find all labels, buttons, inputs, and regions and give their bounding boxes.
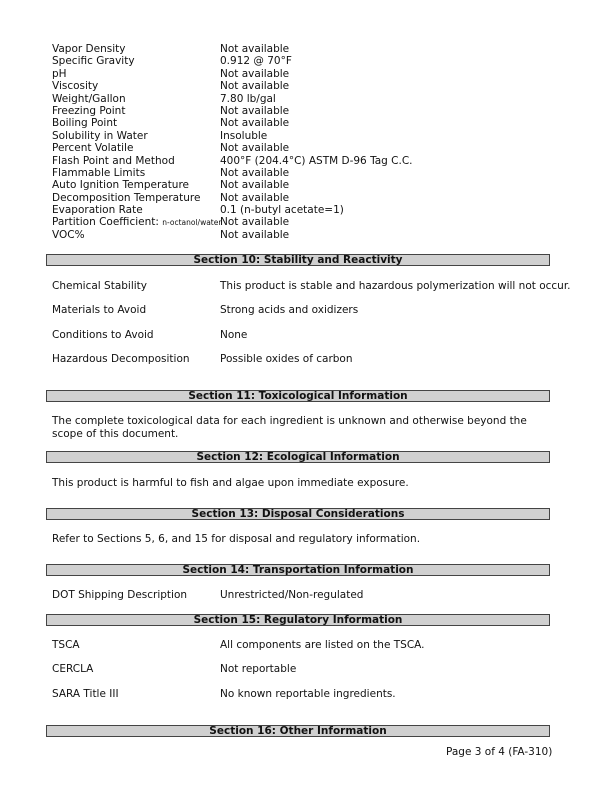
section-14-row (52, 589, 363, 601)
property-label: Flammable Limits (52, 166, 146, 179)
section-14-header: Section 14: Transportation Information (46, 564, 550, 576)
property-row (52, 229, 413, 241)
row-label: DOT Shipping Description (52, 589, 188, 601)
property-row (52, 93, 413, 105)
property-label: Viscosity (52, 80, 99, 93)
section-15-row (52, 639, 425, 651)
property-row (52, 167, 413, 179)
page-footer: Page 3 of 4 (FA-310) (446, 746, 553, 758)
property-row (52, 130, 413, 142)
row-value: Unrestricted/Non-regulated (220, 589, 364, 601)
property-value: Not available (220, 43, 290, 55)
property-row (52, 204, 413, 216)
property-label: VOC% (52, 228, 85, 241)
property-value: Insoluble (220, 129, 268, 142)
property-value: 400°F (204.4°C) ASTM D-96 Tag C.C. (220, 154, 413, 167)
row-label: TSCA (52, 639, 80, 651)
property-label: Freezing Point (52, 104, 126, 117)
row-label: CERCLA (52, 663, 94, 675)
row-value: All components are listed on the TSCA. (220, 639, 425, 651)
row-label: Hazardous Decomposition (52, 353, 190, 365)
row-label: Chemical Stability (52, 280, 148, 292)
property-label: Flash Point and Method (52, 154, 175, 167)
row-label: SARA Title III (52, 688, 119, 700)
row-value: Possible oxides of carbon (220, 353, 353, 365)
property-row (52, 117, 413, 129)
section-10-row (52, 329, 247, 341)
property-label: Auto Ignition Temperature (52, 179, 190, 192)
property-label-qualifier: n-octanol/water (162, 218, 222, 228)
property-value: Not available (220, 191, 290, 204)
section-10-row (52, 353, 353, 365)
property-label: Vapor Density (52, 43, 126, 55)
property-row (52, 142, 413, 154)
property-row (52, 55, 413, 67)
row-label: Conditions to Avoid (52, 329, 154, 341)
property-value: Not available (220, 80, 290, 93)
property-row (52, 68, 413, 80)
property-value: 0.1 (n-butyl acetate=1) (220, 204, 344, 217)
section-11-header: Section 11: Toxicological Information (46, 390, 550, 402)
row-value: This product is stable and hazardous polymerization will not occur. (220, 280, 571, 292)
property-row (52, 155, 413, 167)
physical-properties-table (52, 43, 413, 241)
property-label-main: Partition Coefficient: (52, 216, 159, 229)
property-row (52, 192, 413, 204)
property-row (52, 179, 413, 191)
row-value: Not reportable (220, 663, 297, 675)
section-15-row (52, 688, 396, 700)
section-13-header: Section 13: Disposal Considerations (46, 508, 550, 520)
property-value: 7.80 lb/gal (220, 92, 276, 105)
property-value: Not available (220, 228, 290, 241)
property-value: Not available (220, 179, 290, 192)
row-value: None (220, 329, 248, 341)
property-label: Evaporation Rate (52, 204, 143, 217)
property-row (52, 43, 413, 55)
property-label: Solubility in Water (52, 129, 148, 142)
property-value: Not available (220, 104, 290, 117)
property-row (52, 80, 413, 92)
section-12-header: Section 12: Ecological Information (46, 451, 550, 463)
section-15-row (52, 663, 296, 675)
property-label: Decomposition Temperature (52, 191, 201, 204)
row-label: Materials to Avoid (52, 304, 147, 316)
property-label: pH (52, 67, 67, 80)
row-value: Strong acids and oxidizers (220, 304, 359, 316)
property-value: Not available (220, 117, 290, 130)
property-value: Not available (220, 142, 290, 155)
property-value: 0.912 @ 70°F (220, 55, 292, 68)
section-16-header: Section 16: Other Information (46, 725, 550, 737)
section-13-text: Refer to Sections 5, 6, and 15 for disposal and regulatory information. (52, 533, 421, 545)
property-value: Not available (220, 67, 290, 80)
property-row (52, 216, 413, 228)
section-10-header: Section 10: Stability and Reactivity (46, 254, 550, 266)
section-15-header: Section 15: Regulatory Information (46, 614, 550, 626)
section-10-row (52, 304, 358, 316)
row-value: No known reportable ingredients. (220, 688, 396, 700)
section-11-text: The complete toxicological data for each ingredient is unknown and otherwise beyond the scope of this document. (52, 415, 527, 440)
property-label: Percent Volatile (52, 142, 134, 155)
property-label: Weight/Gallon (52, 92, 126, 105)
property-label: Boiling Point (52, 117, 118, 130)
section-12-text: This product is harmful to fish and algae upon immediate exposure. (52, 477, 409, 489)
section-10-row (52, 280, 571, 292)
property-label (52, 216, 220, 228)
property-label: Specific Gravity (52, 55, 135, 68)
property-row (52, 105, 413, 117)
property-value: Not available (220, 166, 290, 179)
property-value: Not available (220, 216, 290, 229)
